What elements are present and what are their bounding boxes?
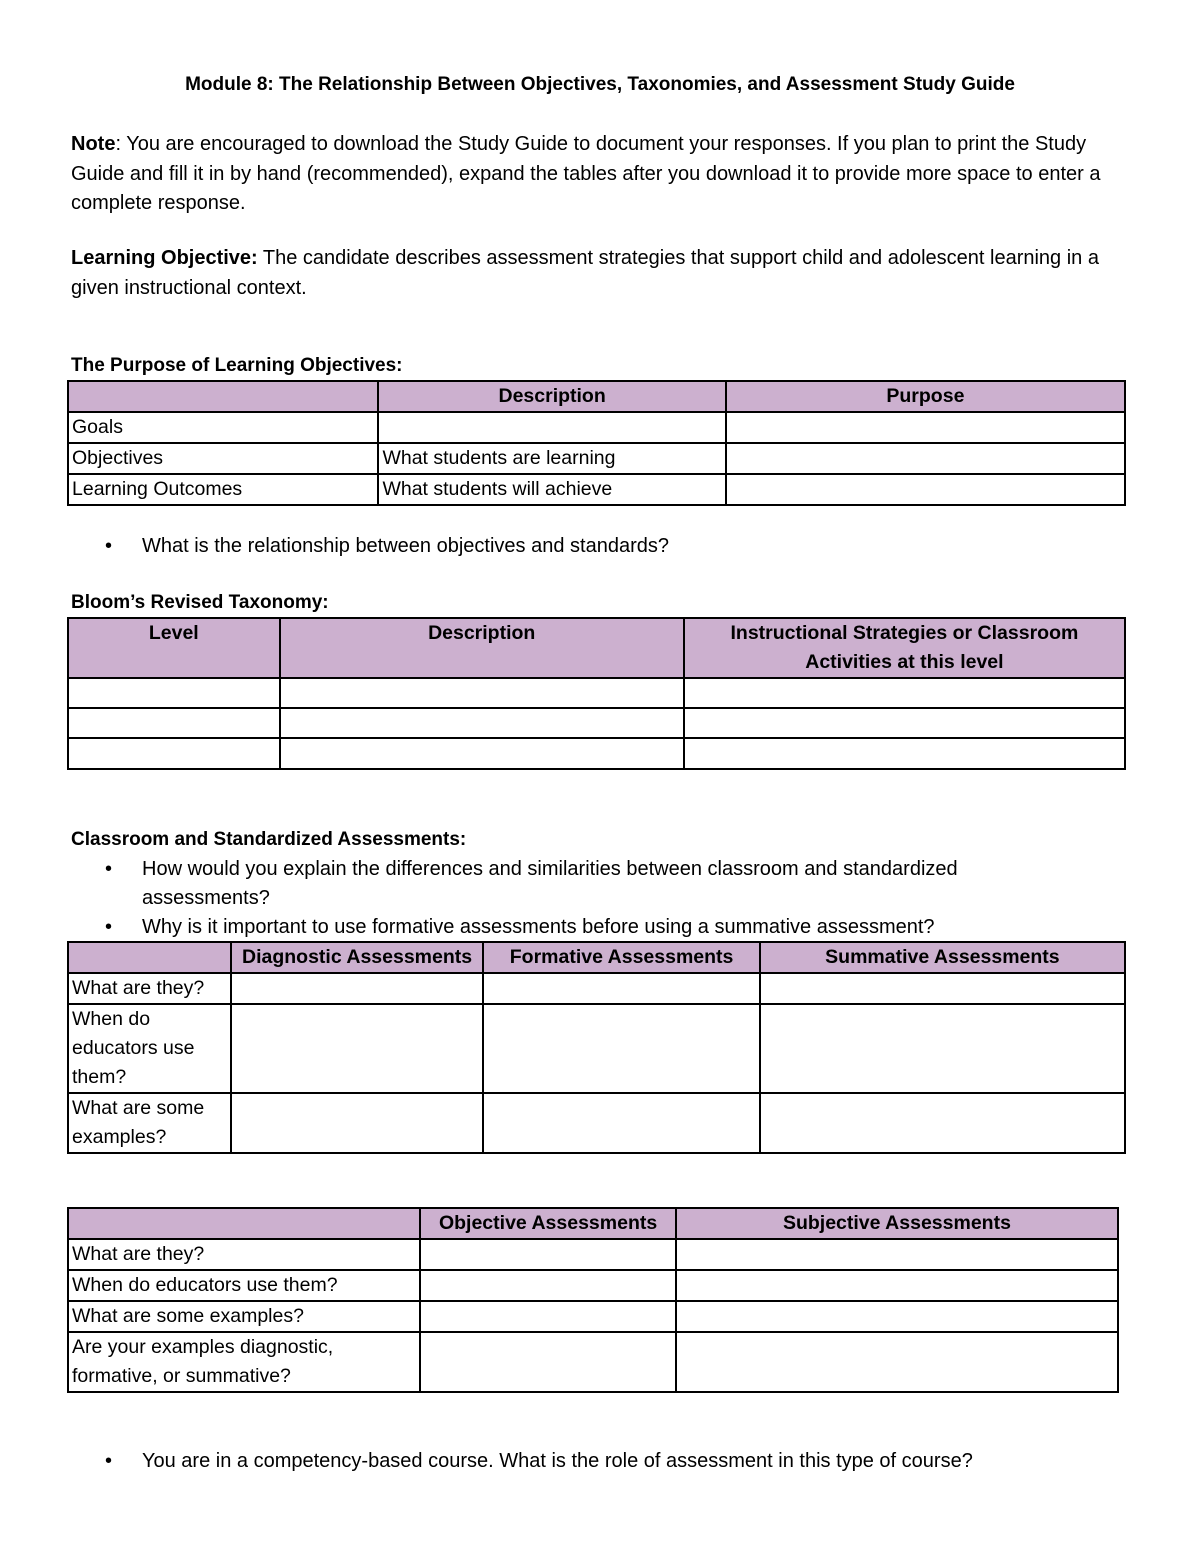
row-label: Objectives — [68, 443, 378, 474]
header-cell: Subjective Assessments — [676, 1208, 1118, 1239]
bullet-text: You are in a competency-based course. What is the role of assessment in this type of course? — [142, 1450, 973, 1472]
table-header-row — [68, 1208, 1118, 1239]
table-cell — [378, 412, 725, 443]
table-row — [68, 1004, 1125, 1093]
table-row — [68, 412, 1125, 443]
table-cell[interactable] — [68, 678, 280, 708]
table-cell[interactable] — [231, 1004, 484, 1093]
table-header-row — [68, 942, 1125, 973]
bullet-icon: • — [105, 1450, 113, 1472]
table-cell[interactable] — [68, 738, 280, 769]
header-cell: Diagnostic Assessments — [231, 942, 484, 973]
table-cell[interactable] — [676, 1239, 1118, 1270]
table-cell[interactable] — [483, 1004, 759, 1093]
bullet-text: What is the relationship between objectives and standards? — [142, 535, 669, 557]
assessment-types-table — [67, 941, 1126, 1154]
row-label: Goals — [68, 412, 378, 443]
table-cell: What students are learning — [378, 443, 725, 474]
table-cell[interactable] — [760, 1093, 1125, 1153]
bloom-table — [67, 617, 1126, 770]
table-cell[interactable] — [231, 1093, 484, 1153]
header-cell: Formative Assessments — [483, 942, 759, 973]
header-cell — [68, 1208, 420, 1239]
table-cell[interactable] — [676, 1301, 1118, 1332]
header-cell: Purpose — [726, 381, 1125, 412]
table-cell[interactable] — [483, 973, 759, 1004]
table-cell[interactable] — [684, 738, 1125, 769]
table-cell[interactable] — [231, 973, 484, 1004]
header-cell: Objective Assessments — [420, 1208, 676, 1239]
bullet-text: How would you explain the differences and similarities between classroom and standardized assessments? — [142, 858, 958, 909]
learning-objective-label: Learning Objective: — [71, 247, 258, 269]
table-cell[interactable] — [68, 708, 280, 738]
row-label: What are they? — [68, 1239, 420, 1270]
table-cell: What students will achieve — [378, 474, 725, 505]
table-row — [68, 443, 1125, 474]
bullet-icon: • — [105, 916, 113, 938]
header-cell: Summative Assessments — [760, 942, 1125, 973]
table-header-row — [68, 381, 1125, 412]
row-label: Learning Outcomes — [68, 474, 378, 505]
table-row — [68, 1332, 1118, 1392]
table-cell[interactable] — [280, 738, 684, 769]
header-cell: Description — [280, 618, 684, 678]
table-cell[interactable] — [676, 1270, 1118, 1301]
row-label: What are some examples? — [68, 1301, 420, 1332]
row-label: When do educators use them? — [68, 1270, 420, 1301]
table-cell[interactable] — [676, 1332, 1118, 1392]
table-row — [68, 1301, 1118, 1332]
table-row — [68, 973, 1125, 1004]
row-label: Are your examples diagnostic, formative, or summative? — [68, 1332, 420, 1392]
table-cell[interactable] — [684, 708, 1125, 738]
table-cell[interactable] — [420, 1239, 676, 1270]
header-cell — [68, 942, 231, 973]
table-cell[interactable] — [420, 1270, 676, 1301]
header-cell — [68, 381, 378, 412]
bullet-icon: • — [105, 858, 113, 880]
table-cell[interactable] — [760, 1004, 1125, 1093]
table-cell[interactable] — [420, 1301, 676, 1332]
purpose-heading: The Purpose of Learning Objectives: — [71, 355, 403, 376]
row-label: When do educators use them? — [68, 1004, 231, 1093]
note-text: : You are encouraged to download the Study Guide to document your responses. If you plan to print the Study Guide and fill it in by hand (recommended), expand the tables after you download it to provide more space to enter a complete response. — [71, 133, 1101, 214]
row-label: What are some examples? — [68, 1093, 231, 1153]
bullet-text: Why is it important to use formative assessments before using a summative assessment? — [142, 916, 935, 938]
note-paragraph — [71, 130, 1131, 219]
table-cell[interactable] — [760, 973, 1125, 1004]
table-row — [68, 1239, 1118, 1270]
learning-objective-paragraph — [71, 244, 1131, 303]
table-cell — [726, 474, 1125, 505]
table-cell — [726, 443, 1125, 474]
purpose-table — [67, 380, 1126, 506]
objective-subjective-table — [67, 1207, 1119, 1393]
header-cell: Level — [68, 618, 280, 678]
learning-objective-text: The candidate describes assessment strategies that support child and adolescent learning in a given instructional context. — [71, 247, 1099, 299]
assessments-heading: Classroom and Standardized Assessments: — [71, 829, 467, 850]
table-row — [68, 474, 1125, 505]
table-cell[interactable] — [420, 1332, 676, 1392]
table-cell[interactable] — [280, 708, 684, 738]
table-row — [68, 738, 1125, 769]
header-cell: Instructional Strategies or Classroom Activities at this level — [684, 618, 1125, 678]
table-row — [68, 1093, 1125, 1153]
table-cell[interactable] — [684, 678, 1125, 708]
table-row — [68, 1270, 1118, 1301]
header-cell: Description — [378, 381, 725, 412]
table-row — [68, 678, 1125, 708]
table-header-row — [68, 618, 1125, 678]
bullet-icon: • — [105, 535, 113, 557]
table-cell — [726, 412, 1125, 443]
page-title: Module 8: The Relationship Between Objectives, Taxonomies, and Assessment Study Guide — [185, 74, 1015, 95]
row-label: What are they? — [68, 973, 231, 1004]
table-cell[interactable] — [280, 678, 684, 708]
note-label: Note — [71, 133, 116, 155]
table-cell[interactable] — [483, 1093, 759, 1153]
bloom-heading: Bloom’s Revised Taxonomy: — [71, 592, 329, 613]
table-row — [68, 708, 1125, 738]
